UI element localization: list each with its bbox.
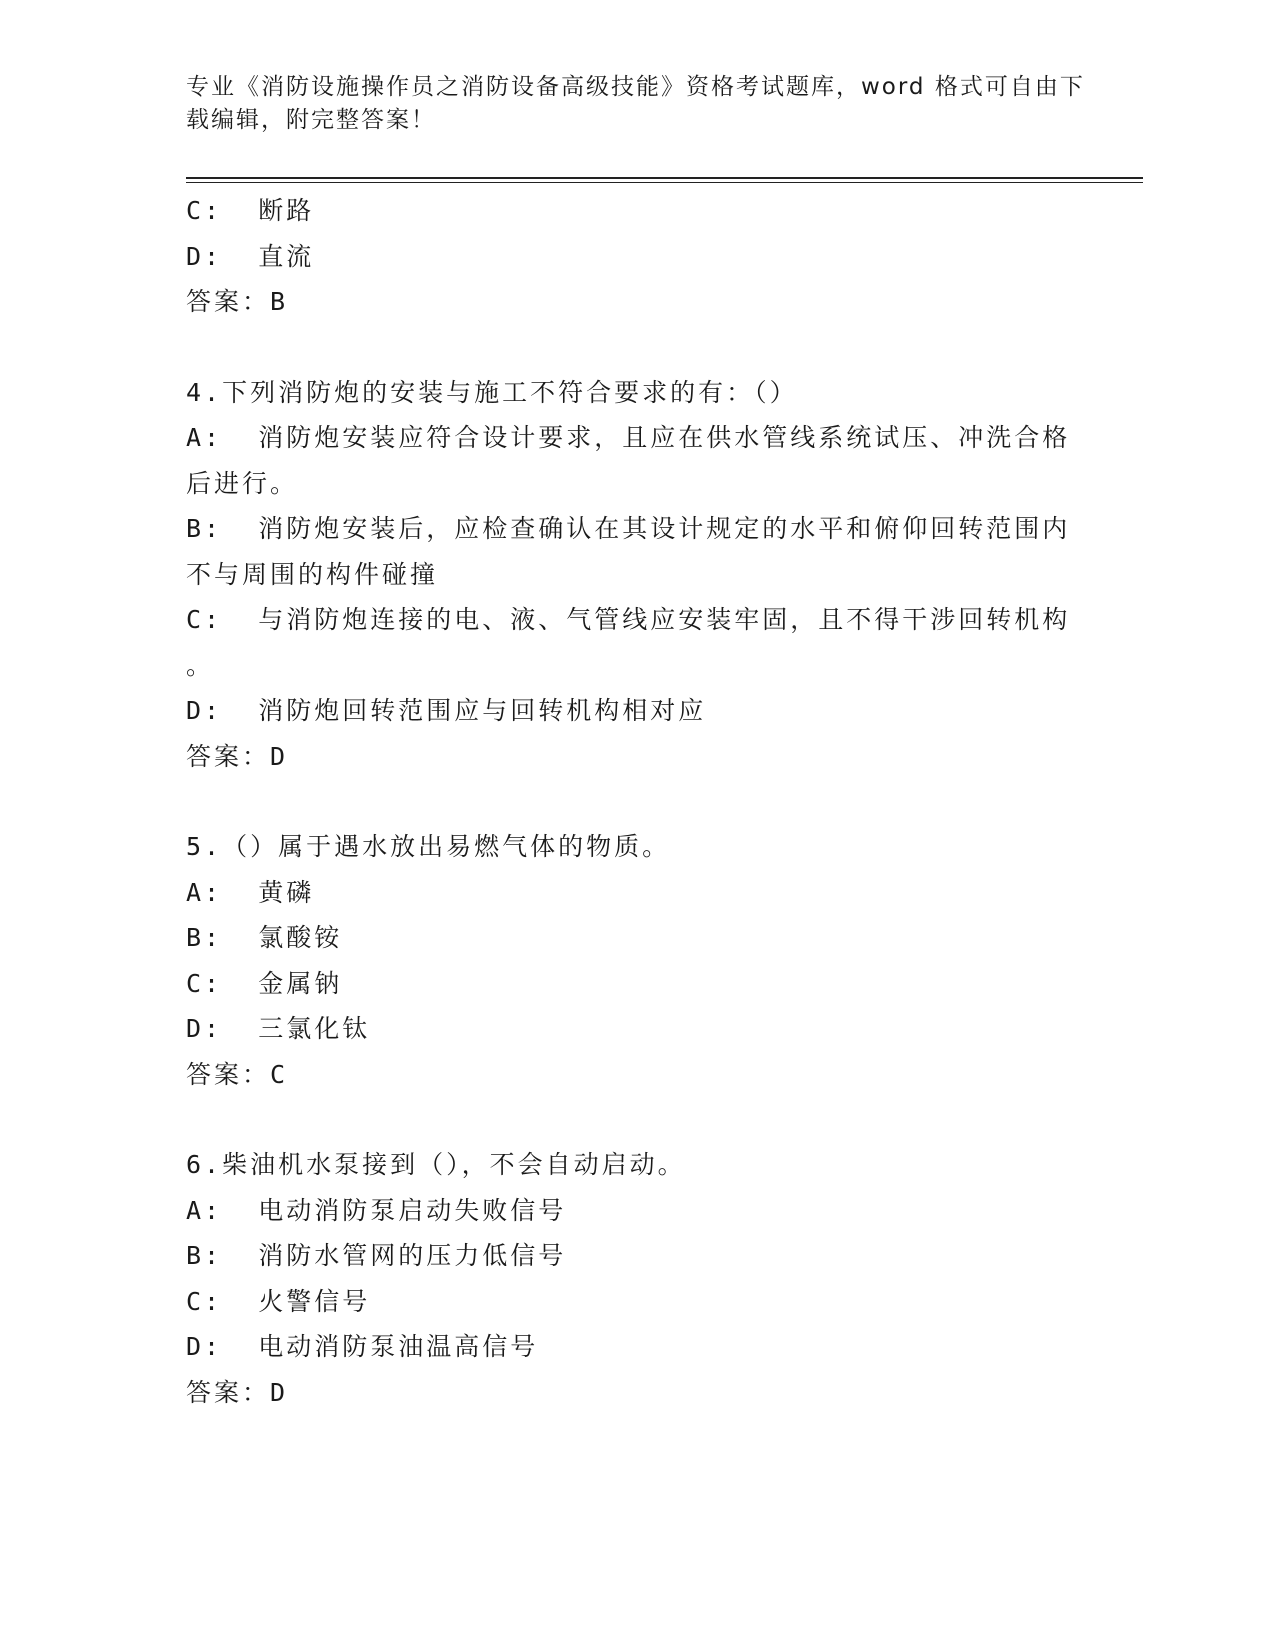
option-a: A: 消防炮安装应符合设计要求，且应在供水管线系统试压、冲洗合格 bbox=[186, 423, 1071, 452]
header-divider-thin bbox=[186, 182, 1143, 183]
question-stem: 4.下列消防炮的安装与施工不符合要求的有：（） bbox=[186, 377, 798, 407]
question-6 bbox=[186, 1142, 1086, 1415]
option-b-continued: 不与周围的构件碰撞 bbox=[186, 559, 439, 589]
answer-line bbox=[186, 734, 1086, 780]
answer-label: 答案： bbox=[186, 1377, 271, 1407]
answer-value: D bbox=[270, 741, 289, 771]
option-c: C: 与消防炮连接的电、液、气管线应安装牢固，且不得干涉回转机构 bbox=[186, 605, 1071, 634]
spacer bbox=[186, 1097, 1086, 1142]
option-d: D: 直流 bbox=[186, 241, 315, 271]
answer-value: C bbox=[270, 1059, 289, 1089]
option-b: B: 消防水管网的压力低信号 bbox=[186, 1241, 567, 1270]
option-d: D: 消防炮回转范围应与回转机构相对应 bbox=[186, 696, 707, 725]
answer-label: 答案： bbox=[186, 1059, 271, 1089]
spacer bbox=[186, 779, 1086, 824]
option-c: C: 金属钠 bbox=[186, 968, 343, 998]
question-3-tail bbox=[186, 188, 1086, 325]
question-stem: 6.柴油机水泵接到（），不会自动启动。 bbox=[186, 1150, 686, 1179]
answer-line bbox=[186, 279, 1086, 325]
question-list bbox=[186, 188, 1086, 1415]
document-header bbox=[186, 71, 1086, 137]
header-divider-thick bbox=[186, 177, 1143, 179]
answer-label: 答案： bbox=[186, 287, 271, 316]
answer-value: B bbox=[270, 287, 289, 316]
option-b: B: 氯酸铵 bbox=[186, 923, 343, 952]
option-a: A: 黄磷 bbox=[186, 877, 315, 907]
option-a: A: 电动消防泵启动失败信号 bbox=[186, 1195, 567, 1225]
spacer bbox=[186, 325, 1086, 370]
option-b: B: 消防炮安装后，应检查确认在其设计规定的水平和俯仰回转范围内 bbox=[186, 514, 1071, 543]
option-c: C: 断路 bbox=[186, 196, 315, 225]
question-stem: 5.（）属于遇水放出易燃气体的物质。 bbox=[186, 832, 671, 861]
answer-label: 答案： bbox=[186, 741, 271, 771]
option-a-continued: 后进行。 bbox=[186, 468, 299, 498]
option-c: C: 火警信号 bbox=[186, 1286, 371, 1316]
question-4 bbox=[186, 370, 1086, 780]
answer-line bbox=[186, 1370, 1086, 1416]
question-5 bbox=[186, 824, 1086, 1097]
header-title-line-1: 专业《消防设施操作员之消防设备高级技能》资格考试题库，word 格式可自由下 bbox=[186, 74, 1085, 100]
option-d: D: 三氯化钛 bbox=[186, 1014, 371, 1043]
option-c-continued: 。 bbox=[186, 650, 215, 680]
answer-value: D bbox=[270, 1377, 289, 1407]
answer-line bbox=[186, 1052, 1086, 1098]
option-d: D: 电动消防泵油温高信号 bbox=[186, 1332, 539, 1361]
header-title-line-2: 载编辑，附完整答案！ bbox=[186, 107, 436, 133]
